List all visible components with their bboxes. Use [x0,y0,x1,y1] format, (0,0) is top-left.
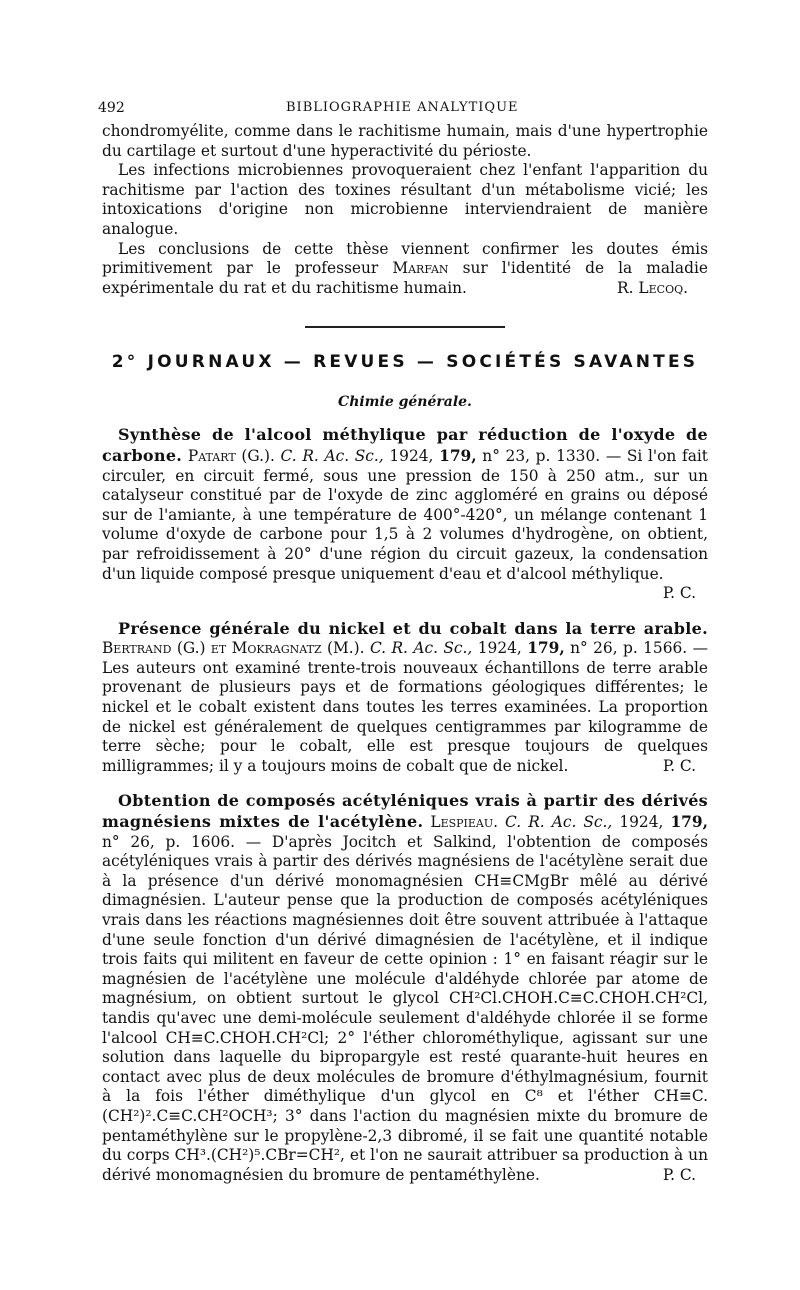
article-title: Présence générale du nickel et du cobalt dans la terre arable. [118,618,708,638]
running-title: BIBLIOGRAPHIE ANALYTIQUE [286,100,519,115]
section-title: 2° JOURNAUX — REVUES — SOCIÉTÉS SAVANTES [111,352,699,373]
article [102,791,708,1185]
section-divider [305,326,505,328]
article-paragraph [102,425,708,603]
intro-paragraph-1: chondromyélite, comme dans le rachitisme humain, mais d'une hypertrophie du cartilage et surtout d'une hyperactivité du périoste. [102,122,708,160]
article-volume: 179, [527,639,565,658]
intro-text-a: Les conclusions de cette thèse viennent confirmer les doutes émis primitivement par le professeur [102,239,708,278]
intro-author: Marfan [392,259,449,278]
article-author: Patart (G.). [187,446,275,465]
subsection-title: Chimie générale. [338,394,472,411]
intro-text-b: sur l'identité de la maladie expérimentale du rat et du rachitisme humain. [102,259,708,297]
article-ref: n° 23, p. 1330. [482,446,601,465]
running-header [98,100,708,122]
article-volume: 179, [439,446,477,465]
article-year: 1924, [477,639,522,658]
article-year: 1924, [619,813,664,832]
article-ref: n° 26, p. 1606. [102,832,236,851]
page-number: 492 [98,100,125,116]
article-initials: P. C. [662,1165,696,1184]
article-initials: P. C. [662,756,696,775]
article-title: Obtention de composés acétyléniques vrais à partir des dérivés magnésiens mixtes de l'acétylène. [102,791,708,832]
article-volume: 179, [670,813,708,832]
article-ref: n° 26, p. 1566. [570,639,688,658]
article-paragraph [102,791,708,1185]
article-body: — D'après Jocitch et Salkind, l'obtention de composés acétyléniques vrais à partir des dérivés magnésiens de l'acétylène serait due à la présence d'un dérivé monomagnésien CH≡CMgBr mêlé au dérivé dimagnésien. L'auteur pense que la production de composés acétyléniques vrais dans les réactions magnésiennes doit être souvent attribuée à l'attaque d'une seule fonction d'un dérivé dimagnésien de l'acétylène, et il indique trois faits qui militent en faveur de cette opinion : 1° en faisant réagir sur le magnésien de l'acétylène une molécule d'aldéhyde chlorée par atome de magnésium, on obtient surtout le glycol CH²Cl.CHOH.C≡C.CHOH.CH²Cl, tandis qu'avec une demi-molécule seulement d'aldéhyde chlorée il se forme l'alcool CH≡C.CHOH.CH²Cl; 2° l'éther chlorométhylique, agissant sur une solution dans laquelle du bipropargyle est resté quarante-huit heures en contact avec plus de deux molécules de bromure d'éthylmagnésium, fournit à la fois l'éther diméthylique d'un glycol en C⁸ et l'éther CH≡C.(CH²)².C≡C.CH²OCH³; 3° dans l'action du magnésien mixte du bromure de pentaméthylène sur le propylène-2,3 dibromé, il se fait une quantité notable du corps CH³.(CH²)⁵.CBr=CH², et l'on ne saurait attribuer sa production à un dérivé monomagnésien du bromure de pentaméthylène. [102,832,708,1184]
intro-paragraph-2: Les infections microbiennes provoqueraient chez l'enfant l'apparition du rachitisme par l'action des toxines résultant d'un métabolisme vicié; les intoxications d'origine non microbienne interviendraient de manière analogue. [102,161,708,238]
article-journal: C. R. Ac. Sc., [505,813,613,832]
article-paragraph [102,619,708,777]
article-author: Lespieau. [430,813,499,832]
document-page [98,100,708,1185]
article-body: — Si l'on fait circuler, en circuit fermé, sous une pression de 150 à 250 atm., sur un catalyseur constitué par de l'oxyde de zinc aggloméré en grains ou déposé sur de l'amiante, à une température de 400°-420°, un mélange contenant 1 volume d'oxyde de carbone pour 1,5 à 2 volumes d'hydrogène, on obtient, par refroidissement à 20° d'une région du circuit gazeux, la condensation d'un liquide composé presque uniquement d'eau et d'alcool méthylique. [102,446,708,583]
article-body: — Les auteurs ont examiné trente-trois nouveaux échantillons de terre arable provenant de plusieurs pays et de formations géologiques différentes; le nickel et le cobalt existent dans toutes les terres examinées. La proportion de nickel est généralement de quelques centigrammes par kilogramme de terre sèche; pour le cobalt, elle est presque toujours de quelques milligrammes; il y a toujours moins de cobalt que de nickel. [102,639,708,775]
article-journal: C. R. Ac. Sc., [369,639,473,658]
article-initials: P. C. [662,584,696,603]
article-title: Synthèse de l'alcool méthylique par réduction de l'oxyde de carbone. [102,425,708,465]
intro-paragraph-3 [102,240,708,299]
intro-signature: R. Lecoq. [617,278,688,297]
article-journal: C. R. Ac. Sc., [280,446,384,465]
article-author: Bertrand (G.) et Mokragnatz (M.). [102,639,365,658]
article [102,425,708,603]
article [102,619,708,777]
article-year: 1924, [389,446,434,465]
